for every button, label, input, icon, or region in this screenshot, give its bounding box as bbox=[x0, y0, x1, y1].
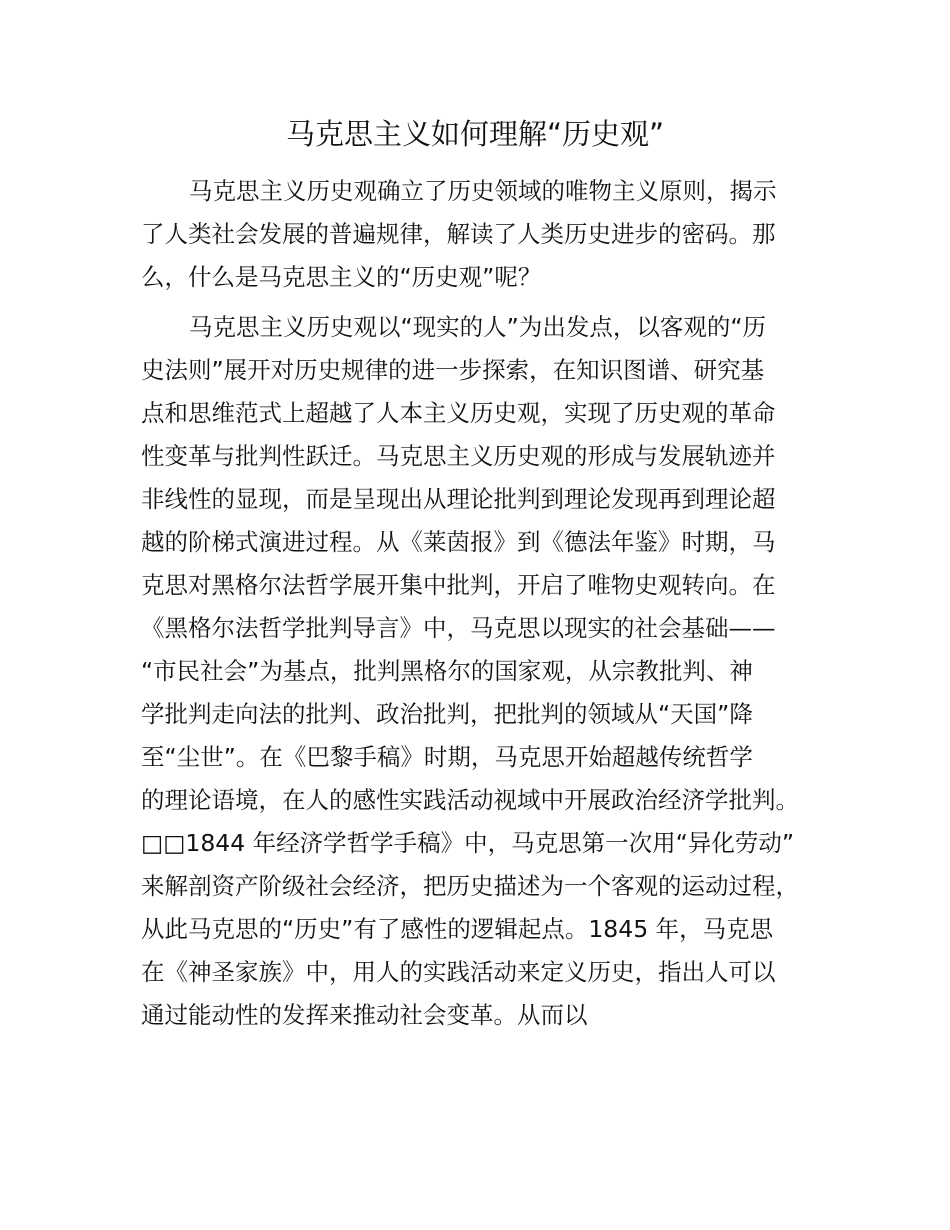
text-line: 在《神圣家族》中，用人的实践活动来定义历史，指出人可以 bbox=[141, 958, 776, 986]
text-line: 点和思维范式上超越了人本主义历史观，实现了历史观的革命 bbox=[141, 399, 776, 427]
document-body bbox=[141, 170, 831, 1037]
text-line: 来解剖资产阶级社会经济，把历史描述为一个客观的运动过程， bbox=[141, 872, 799, 900]
text-line: 学批判走向法的批判、政治批判，把批判的领域从“天国”降 bbox=[141, 700, 753, 728]
text-line: “市民社会”为基点，批判黑格尔的国家观，从宗教批判、神 bbox=[141, 657, 753, 685]
text-line: 么，什么是马克思主义的“历史观”呢？ bbox=[141, 263, 542, 291]
text-line: 克思对黑格尔法哲学展开集中批判，开启了唯物史观转向。在 bbox=[141, 571, 776, 599]
text-line: 性变革与批判性跃迁。马克思主义历史观的形成与发展轨迹并 bbox=[141, 442, 776, 470]
text-line: 越的阶梯式演进过程。从《莱茵报》到《德法年鉴》时期，马 bbox=[141, 528, 776, 556]
document-title: 马克思主义如何理解“历史观” bbox=[285, 117, 665, 151]
text-line: 马克思主义历史观确立了历史领域的唯物主义原则，揭示 bbox=[189, 177, 777, 205]
paragraph-2 bbox=[141, 306, 831, 1037]
text-line: 《黑格尔法哲学批判导言》中，马克思以现实的社会基础—— bbox=[141, 614, 776, 642]
text-line: 非线性的显现，而是呈现出从理论批判到理论发现再到理论超 bbox=[141, 485, 776, 513]
text-line: □□1844 年经济学哲学手稿》中，马克思第一次用“异化劳动” bbox=[141, 829, 795, 857]
paragraph-1 bbox=[141, 170, 831, 299]
text-line: 通过能动性的发挥来推动社会变革。从而以 bbox=[141, 1001, 588, 1029]
text-line: 了人类社会发展的普遍规律，解读了人类历史进步的密码。那 bbox=[141, 220, 776, 248]
text-line: 的理论语境，在人的感性实践活动视域中开展政治经济学批判。 bbox=[141, 786, 799, 814]
text-line: 从此马克思的“历史”有了感性的逻辑起点。1845 年，马克思 bbox=[141, 915, 774, 943]
text-line: 马克思主义历史观以“现实的人”为出发点，以客观的“历 bbox=[189, 313, 767, 341]
text-line: 史法则”展开对历史规律的进一步探索，在知识图谱、研究基 bbox=[141, 356, 765, 384]
text-line: 至“尘世”。在《巴黎手稿》时期，马克思开始超越传统哲学 bbox=[141, 743, 753, 771]
